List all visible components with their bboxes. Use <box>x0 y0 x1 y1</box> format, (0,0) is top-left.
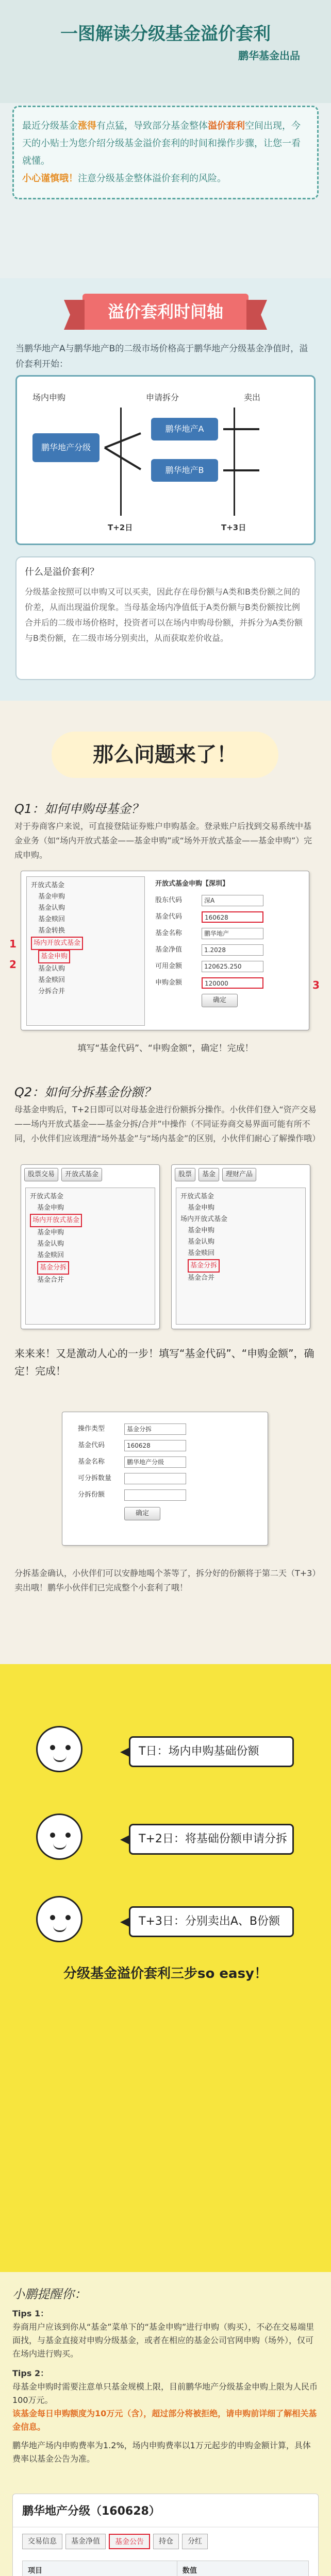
intro-highlight-rise: 涨得 <box>78 121 96 131</box>
tips-title: 小鹏提醒你： <box>12 2287 87 2301</box>
tree-item[interactable]: 基金赎回 <box>38 916 65 923</box>
tip3-text: 鹏华地产场内申购费率为1.2%，场内申购费率以1万元起步的申购金额计算，具体费率以基金公告为准。 <box>12 2441 311 2464</box>
tree-item[interactable]: 基金转换 <box>38 927 65 935</box>
tree-item[interactable]: 基金申购 <box>188 1204 215 1212</box>
tree-item[interactable]: 基金认购 <box>188 1238 215 1246</box>
tree-item-highlight-label: 基金申购 <box>38 950 70 963</box>
form-row <box>155 960 305 973</box>
timeline-diagram <box>15 375 316 545</box>
table-header: 项目 <box>23 2561 177 2576</box>
q2-confirm-button[interactable]: 确定 <box>124 1507 160 1520</box>
howto-banner: 那么问题来了！ <box>52 732 278 778</box>
tree-item[interactable]: 基金申购 <box>38 893 65 901</box>
fund-tab[interactable]: 分红 <box>182 2534 208 2549</box>
mark-2: 2 <box>9 958 16 971</box>
form-input-fund-name: 鹏华地产分级 <box>124 1456 186 1468</box>
q2-tree-right <box>176 1188 306 1325</box>
intro-tail: 注意分级基金整体溢价套利的风险。 <box>78 173 226 184</box>
mark-3: 3 <box>312 979 320 991</box>
timeline-col-split: 申请拆分 <box>146 393 179 402</box>
tip2-text: 母基金申购时需要注意单只基金规模上限，目前鹏华地产分级基金申购上限为人民币100万元。 <box>12 2382 318 2405</box>
q2-caption: 来来来！又是激动人心的一步！填写“基金代码”、“申购金额”，确定！完成！ <box>14 1347 315 1377</box>
form-row <box>155 910 305 924</box>
form-label: 基金净值 <box>155 946 183 954</box>
step-3: T+3日：分别卖出A、B份额 <box>129 1906 294 1937</box>
tree-item-highlight-label: 场内开放式基金 <box>31 937 83 950</box>
tree-item-highlight-label: 基金分拆 <box>37 1261 69 1275</box>
fund-tab[interactable]: 基金净值 <box>65 2534 106 2549</box>
tab-stock-trade[interactable]: 股票交易 <box>24 1168 58 1181</box>
eye <box>65 1833 71 1838</box>
q1-tree <box>26 876 145 1026</box>
intro-part-3: 有点猛，导致部分基金整体 <box>96 121 208 131</box>
header-section <box>0 0 331 278</box>
timeline-ribbon: 溢价套利时间轴 <box>82 294 249 330</box>
form-label: 操作类型 <box>78 1425 105 1433</box>
fund-tab[interactable]: 交易信息 <box>22 2534 62 2549</box>
tree-item-highlight[interactable] <box>180 1259 301 1273</box>
intro-highlight-careful: 小心谨慎哦！ <box>22 173 78 184</box>
form-input-op-type[interactable]: 基金分拆 <box>124 1423 186 1435</box>
steps-summary: 分级基金溢价套利三步so easy！ <box>63 1966 268 1981</box>
tree-item[interactable]: 基金认购 <box>37 1240 64 1248</box>
form-row <box>155 976 305 990</box>
mark-1: 1 <box>9 938 16 950</box>
form-input: 鹏华地产 <box>202 928 263 939</box>
page-subtitle: 鹏华基金出品 <box>238 49 300 62</box>
intro-part-1: 最近分级基金 <box>22 121 78 131</box>
timeline-col-sell: 卖出 <box>244 393 261 402</box>
tab-stock[interactable]: 股票 <box>175 1168 195 1181</box>
steps-section <box>0 1664 331 2272</box>
tree-item-highlight[interactable] <box>31 950 140 963</box>
tree-item[interactable]: 基金申购 <box>37 1229 64 1236</box>
q2-text: 母基金申购后，T+2日即可以对母基金进行份额拆分操作。小伙伴们登入“资产交易——场内开放式基金——基金分拆/合并”中操作（不同证券商交易界面可能有所不同，小伙伴们应该理清“场外基金”与“场内基金”的区别，小伙伴们耐心了解操作哦） <box>14 1105 321 1143</box>
tree-item[interactable]: 开放式基金 <box>31 882 65 889</box>
tree-item-highlight-label: 基金分拆 <box>188 1259 220 1273</box>
tip2-emphasis: 该基金每日申购额度为10万元（含），超过部分将被拒绝，请申购前详细了解相关基金信息。 <box>12 2409 317 2432</box>
table-row <box>23 2561 309 2576</box>
form-input-fund-code[interactable]: 160628 <box>124 1440 186 1451</box>
form-label: 基金名称 <box>78 1458 105 1466</box>
form-row <box>155 943 305 957</box>
q1-text: 对于券商客户来说，可直接登陆证券账户申购基金。登录账户后找到交易系统中基金业务（如“场内开放式基金——基金申购”或“场外开放式基金——基金申购”）完成申购。 <box>14 821 312 860</box>
form-label: 基金名称 <box>155 929 183 937</box>
eye <box>50 1745 55 1750</box>
eye <box>50 1833 55 1838</box>
tip2-title: Tips 2： <box>12 2368 49 2378</box>
form-input-amount[interactable]: 120000 <box>202 977 263 989</box>
form-input-available <box>124 1473 186 1484</box>
fund-tab[interactable]: 持仓 <box>153 2534 179 2549</box>
howto-section <box>0 701 331 1664</box>
form-row <box>155 927 305 940</box>
cartoon-figure-3 <box>36 1896 82 1942</box>
tree-item[interactable]: 基金认购 <box>38 904 65 912</box>
tree-item[interactable]: 场内开放式基金 <box>180 1215 228 1223</box>
tree-item-highlight[interactable] <box>31 937 140 950</box>
q2-after: 分拆基金确认，小伙伴们可以安静地喝个茶等了，拆分好的份额将于第二天（T+3）卖出哦！鹏华小伙伴们已完成整个小套利了哦！ <box>14 1568 317 1592</box>
page-title: 一图解读分级基金溢价套利 <box>60 24 271 44</box>
step-2: T+2日：将基础份额申请分拆 <box>129 1824 294 1855</box>
tip1-text: 券商用户应该到你从“基金”菜单下的“基金申购”进行申购（购买），不必在交易端里面找，与基金直接对申购分级基金，或者在相应的基金公司官网申购（场外），仅可在场内进行购买。 <box>12 2322 315 2359</box>
mouth <box>53 1843 67 1850</box>
tree-item[interactable]: 基金认购 <box>38 965 65 973</box>
form-input[interactable]: 深A <box>202 895 263 906</box>
form-input: 1.2028 <box>202 944 263 956</box>
q2-form-screen <box>62 1412 268 1546</box>
q1-form-title: 开放式基金申购【深圳】 <box>155 880 229 888</box>
intro-text <box>12 106 319 199</box>
form-label: 股东代码 <box>155 896 183 904</box>
tab-fund[interactable]: 基金 <box>198 1168 219 1181</box>
q2-right-screen <box>171 1164 310 1329</box>
form-row <box>78 1422 186 1436</box>
tree-item[interactable]: 基金赎回 <box>38 976 65 984</box>
timeline-box-b: 鹏华地产B <box>151 459 218 482</box>
form-input-split-amount[interactable] <box>124 1489 186 1501</box>
form-row <box>155 894 305 907</box>
tree-item-highlight[interactable] <box>30 1214 151 1227</box>
timeline-desc: 当鹏华地产A与鹏华地产B的二级市场价格高于鹏华地产分级基金净值时，溢价套利开始： <box>15 344 308 369</box>
arrow-to-b <box>105 448 141 469</box>
tree-item[interactable]: 基金赎回 <box>37 1251 64 1259</box>
step-1: T日：场内申购基础份额 <box>129 1736 294 1767</box>
tree-item[interactable]: 开放式基金 <box>180 1193 214 1200</box>
mouth <box>53 1926 67 1932</box>
timeline-tick-t2: T+2日 <box>108 523 133 532</box>
form-input-fund-code[interactable]: 160628 <box>202 911 263 923</box>
timeline-arrows <box>17 377 316 547</box>
timeline-box-main: 鹏华地产分级 <box>32 433 100 462</box>
intro-part-5: 空间出现，今天的小贴士为您介绍分级基金溢价套利的时间和操作步骤，让您一看就懂。 <box>22 121 301 166</box>
fee-table-1 <box>22 2561 309 2576</box>
q2-right-tabs <box>172 1165 310 1184</box>
q1-title: Q1：如何申购母基金？ <box>14 802 144 816</box>
form-row <box>78 1455 186 1469</box>
info-bubble <box>15 556 316 680</box>
form-label: 基金代码 <box>155 913 183 921</box>
form-label: 基金代码 <box>78 1442 105 1449</box>
cartoon-figure-2 <box>36 1814 82 1860</box>
q2-title: Q2：如何分拆基金份额？ <box>14 1085 156 1099</box>
fund-tab-highlight[interactable]: 基金公告 <box>109 2534 150 2549</box>
tips-block <box>12 2287 319 2466</box>
form-label: 可用金额 <box>155 962 183 970</box>
timeline-section <box>0 278 331 701</box>
tips-section <box>0 2272 331 2576</box>
q1-form <box>155 877 305 1007</box>
timeline-col-purchase: 场内申购 <box>32 393 66 402</box>
fund-card <box>12 2494 319 2576</box>
tree-item[interactable]: 分拆合并 <box>38 988 65 995</box>
form-row <box>78 1488 186 1502</box>
fund-card-tabs <box>13 2528 318 2555</box>
tree-item-highlight-label: 场内开放式基金 <box>30 1214 82 1227</box>
q2-left-screen <box>21 1164 160 1329</box>
q2-tree <box>25 1188 155 1325</box>
q1-confirm-button[interactable]: 确定 <box>202 994 238 1007</box>
q1-screenshot <box>21 871 309 1030</box>
eye <box>50 1915 55 1920</box>
tree-item[interactable]: 开放式基金 <box>30 1193 64 1200</box>
tree-item[interactable]: 基金申购 <box>188 1227 215 1234</box>
arrow-to-a <box>105 433 141 448</box>
intro-highlight-arbitrage: 溢价套利 <box>208 121 245 131</box>
form-label: 申购金额 <box>155 979 183 987</box>
tree-item[interactable]: 基金合并 <box>188 1274 215 1282</box>
tree-item[interactable]: 基金申购 <box>37 1204 64 1212</box>
tree-item[interactable]: 基金合并 <box>37 1276 64 1284</box>
bubble-question: 什么是溢价套利？ <box>25 567 99 578</box>
bubble-answer: 分级基金按照可以申购又可以买卖，因此存在母份额与A类和B类份额之间的价差，从而出现溢价现象。当母基金场内净值低于A类份额与B类份额按比例合并后的二级市场价格时，投资者可以在场内申购母份额，并拆分为A类份额与B类份额，在二级市场分别卖出，从而获取差价收益。 <box>25 587 303 643</box>
timeline-tick-t3: T+3日 <box>221 523 246 532</box>
cartoon-figure-1 <box>36 1726 82 1772</box>
form-label: 分拆份额 <box>78 1491 105 1499</box>
timeline-box-a: 鹏华地产A <box>151 418 218 440</box>
mouth <box>53 1756 67 1762</box>
tree-item-highlight[interactable] <box>30 1261 151 1275</box>
table-header: 数值 <box>177 2561 308 2576</box>
form-label: 可分拆数量 <box>78 1475 112 1482</box>
tab-wealth[interactable]: 理财产品 <box>222 1168 256 1181</box>
q2-form <box>78 1422 186 1520</box>
form-row <box>78 1439 186 1452</box>
tab-open-fund[interactable]: 开放式基金 <box>61 1168 102 1181</box>
form-row <box>78 1472 186 1485</box>
eye <box>65 1915 71 1920</box>
fund-card-title: 鹏华地产分级（160628） <box>13 2494 318 2528</box>
eye <box>65 1745 71 1750</box>
q2-left-tabs <box>21 1165 159 1184</box>
tip1-title: Tips 1： <box>12 2309 49 2318</box>
form-input: 120625.250 <box>202 961 263 972</box>
tree-item[interactable]: 基金赎回 <box>188 1249 215 1257</box>
q1-caption: 填写“基金代码”、“申购金额”，确定！完成！ <box>77 1043 254 1054</box>
